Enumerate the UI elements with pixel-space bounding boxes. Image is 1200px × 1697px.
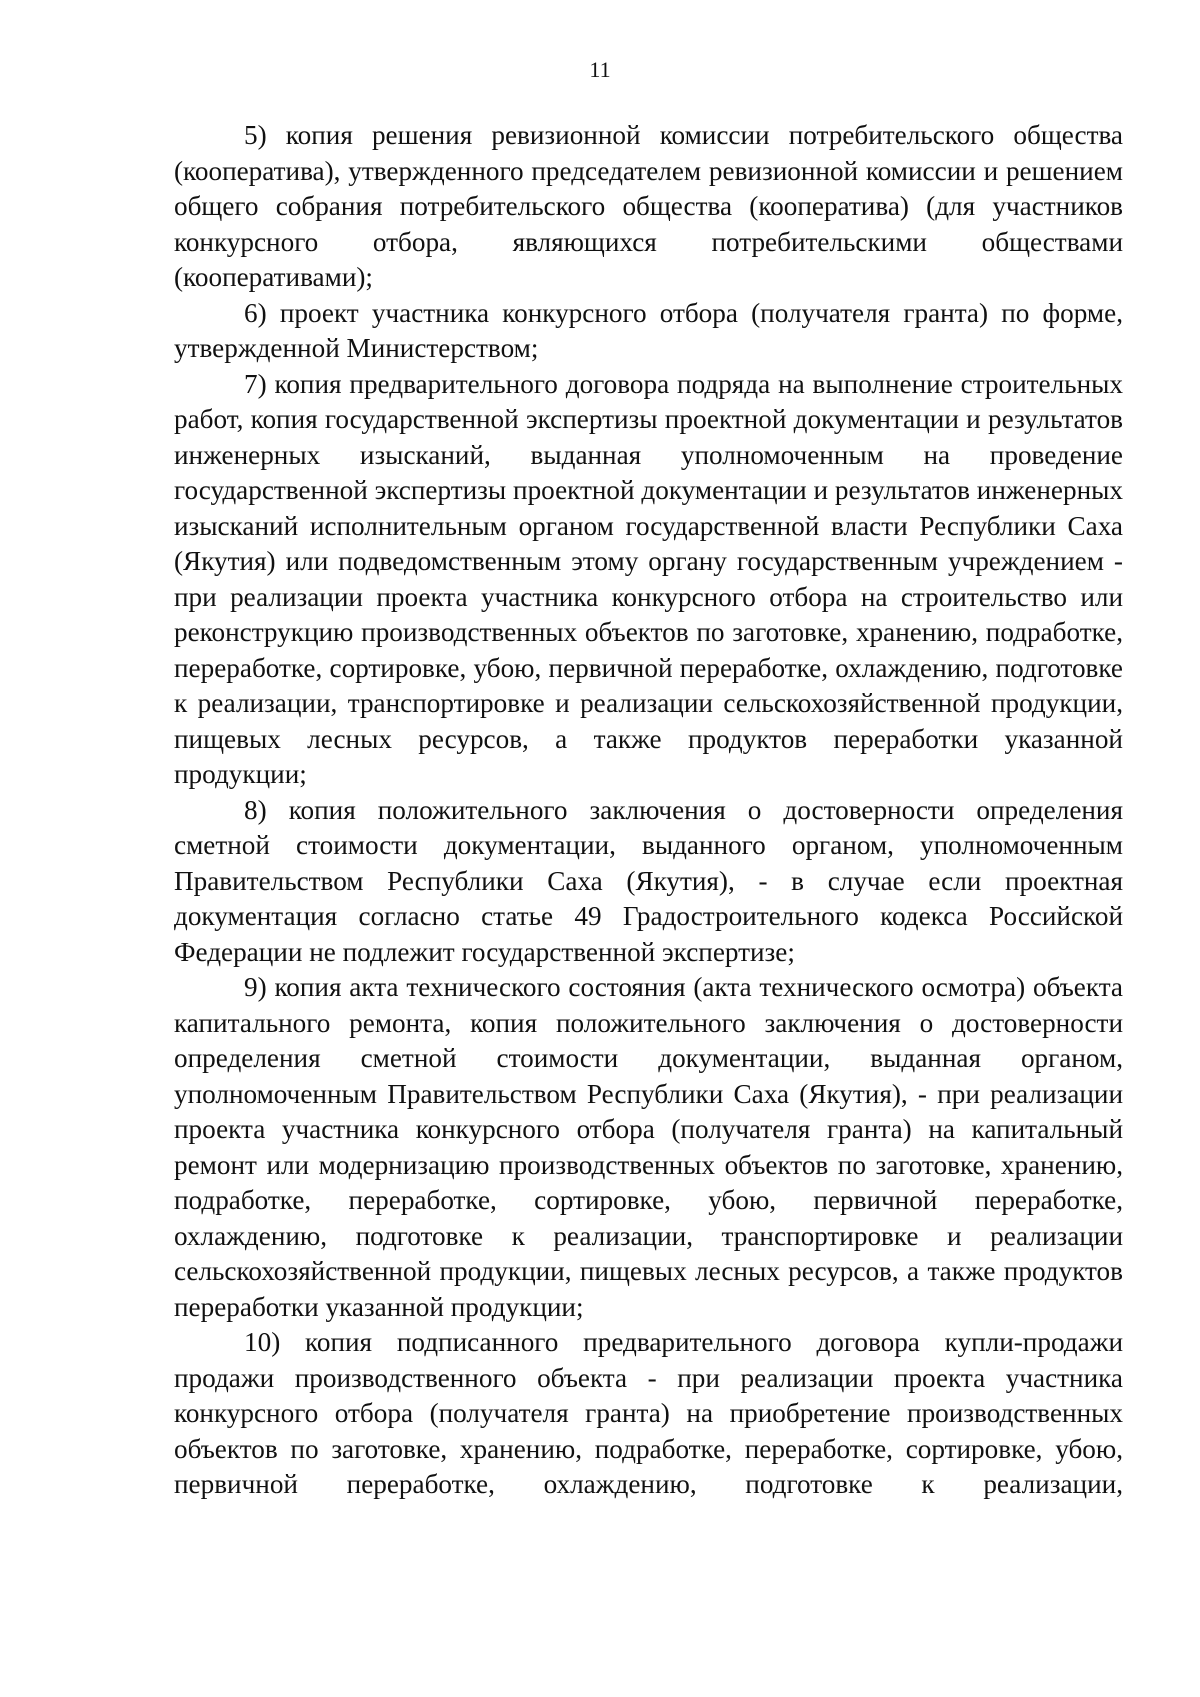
page-number: 11: [589, 57, 611, 82]
document-body: [174, 118, 1123, 1503]
list-item-7: 7) копия предварительного договора подряда на выполнение строительных работ, копия государственной экспертизы проектной документации и результатов инженерных изысканий, выданная уполномоченным на проведение государственной экспертизы проектной документации и результатов инженерных изысканий исполнительным органом государственной власти Республики Саха (Якутия) или подведомственным этому органу государственным учреждением - при реализации проекта участника конкурсного отбора на строительство или реконструкцию производственных объектов по заготовке, хранению, подработке, переработке, сортировке, убою, первичной переработке, охлаждению, подготовке к реализации, транспортировке и реализации сельскохозяйственной продукции, пищевых лесных ресурсов, а также продуктов переработки указанной продукции;: [174, 368, 1123, 789]
list-item-8: 8) копия положительного заключения о достоверности определения сметной стоимости документации, выданного органом, уполномоченным Правительством Республики Саха (Якутия), - в случае если проектная документация согласно статье 49 Градостроительного кодекса Российской Федерации не подлежит государственной экспертизе;: [174, 794, 1123, 967]
list-item-10: 10) копия подписанного предварительного договора купли-продажи продажи производственного объекта - при реализации проекта участника конкурсного отбора (получателя гранта) на приобретение производственных объектов по заготовке, хранению, подработке, переработке, сортировке, убою, первичной переработке, охлаждению, подготовке к реализации,: [174, 1327, 1123, 1499]
list-item-6: 6) проект участника конкурсного отбора (получателя гранта) по форме, утвержденной Министерством;: [174, 297, 1123, 363]
list-item-5: 5) копия решения ревизионной комиссии потребительского общества (кооператива), утвержденного председателем ревизионной комиссии и решением общего собрания потребительского общества (кооператива) (для участников конкурсного отбора, являющихся потребительскими обществами (кооперативами);: [174, 120, 1123, 292]
list-item-9: 9) копия акта технического состояния (акта технического осмотра) объекта капитального ремонта, копия положительного заключения о достоверности определения сметной стоимости документации, выданная органом, уполномоченным Правительством Республики Саха (Якутия), - при реализации проекта участника конкурсного отбора (получателя гранта) на капитальный ремонт или модернизацию производственных объектов по заготовке, хранению, подработке, переработке, сортировке, убою, первичной переработке, охлаждению, подготовке к реализации, транспортировке и реализации сельскохозяйственной продукции, пищевых лесных ресурсов, а также продуктов переработки указанной продукции;: [174, 972, 1123, 1322]
